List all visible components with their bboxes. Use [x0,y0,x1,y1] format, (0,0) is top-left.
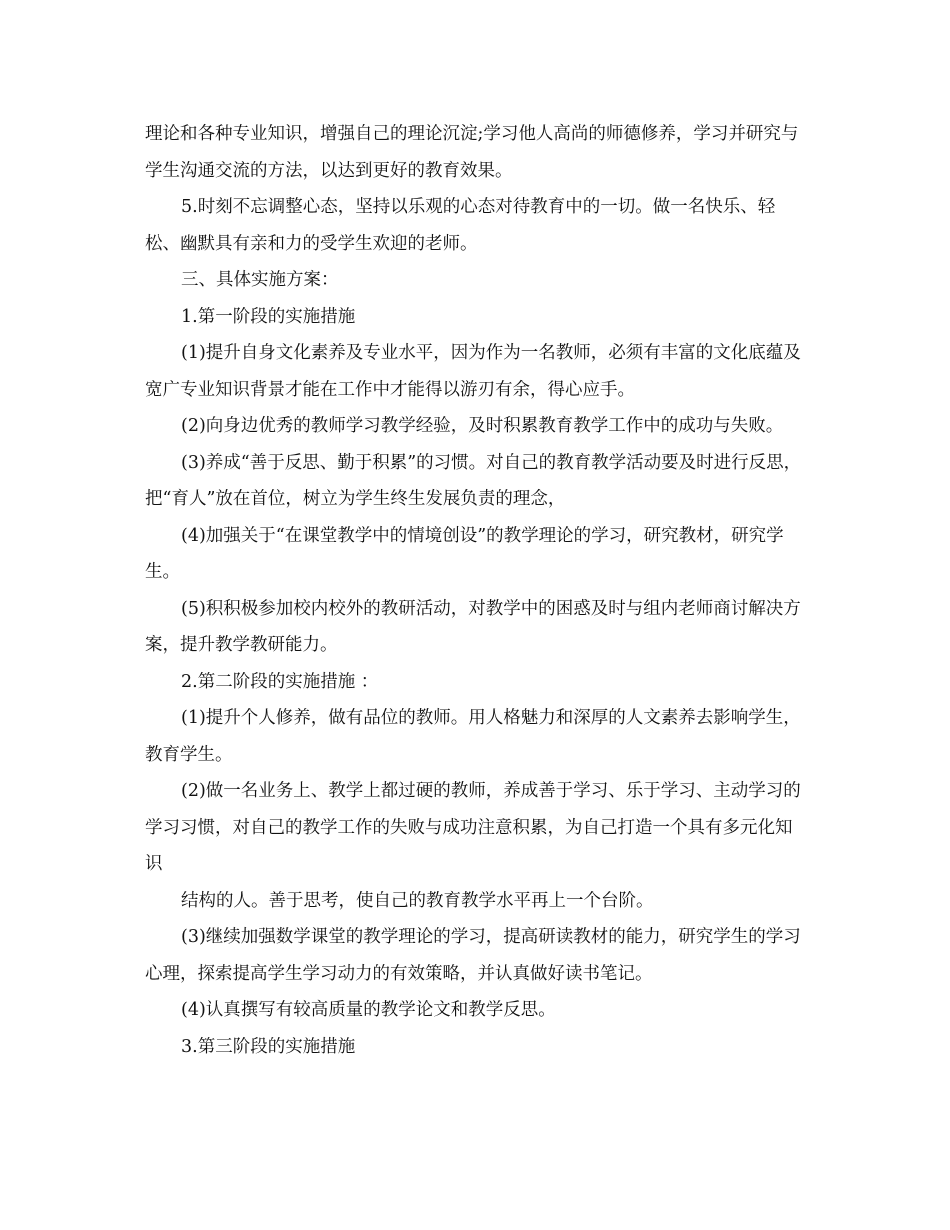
paragraph: (4)认真撰写有较高质量的教学论文和教学反思。 [181,1000,556,1020]
paragraph: (1)提升自身文化素养及专业水平，因为作为一名教师，必须有丰富的文化底蕴及宽广专业知识背景才能在工作中才能得以游刃有余，得心应手。 [145,343,801,400]
section-heading: 三、具体实施方案： [181,270,339,290]
paragraph: 5.时刻不忘调整心态，坚持以乐观的心态对待教育中的一切。做一名快乐、轻松、幽默具有亲和力的受学生欢迎的老师。 [145,197,776,254]
paragraph: (2)向身边优秀的教师学习教学经验，及时积累教育教学工作中的成功与失败。 [181,416,784,436]
paragraph: (5)积积极参加校内校外的教研活动，对教学中的困惑及时与组内老师商讨解决方案，提升教学教研能力。 [145,598,801,655]
subsection-heading: 3.第三阶段的实施措施 [181,1036,356,1057]
paragraph: 理论和各种专业知识，增强自己的理论沉淀;学习他人高尚的师德修养，学习并研究与学生沟通交流的方法，以达到更好的教育效果。 [145,124,799,181]
paragraph: (3)继续加强数学课堂的教学理论的学习，提高研读教材的能力，研究学生的学习心理，探索提高学生学习动力的有效策略，并认真做好读书笔记。 [145,927,801,984]
subsection-heading: 1.第一阶段的实施措施 [181,306,356,327]
paragraph: (4)加强关于“在课堂教学中的情境创设”的教学理论的学习，研究教材，研究学生。 [145,525,784,582]
paragraph: (2)做一名业务上、教学上都过硬的教师，养成善于学习、乐于学习、主动学习的学习习惯，对自己的教学工作的失败与成功注意积累，为自己打造一个具有多元化知识 [145,781,801,874]
paragraph: (3)养成“善于反思、勤于积累”的习惯。对自己的教育教学活动要及时进行反思，把“育人”放在首位，树立为学生终生发展负责的理念， [145,452,802,509]
paragraph: 结构的人。善于思考，使自己的教育教学水平再上一个台阶。 [181,890,654,911]
subsection-heading: 2.第二阶段的实施措施 ： [181,671,379,692]
paragraph: (1)提升个人修养，做有品位的教师。用人格魅力和深厚的人文素养去影响学生，教育学生。 [145,708,801,765]
